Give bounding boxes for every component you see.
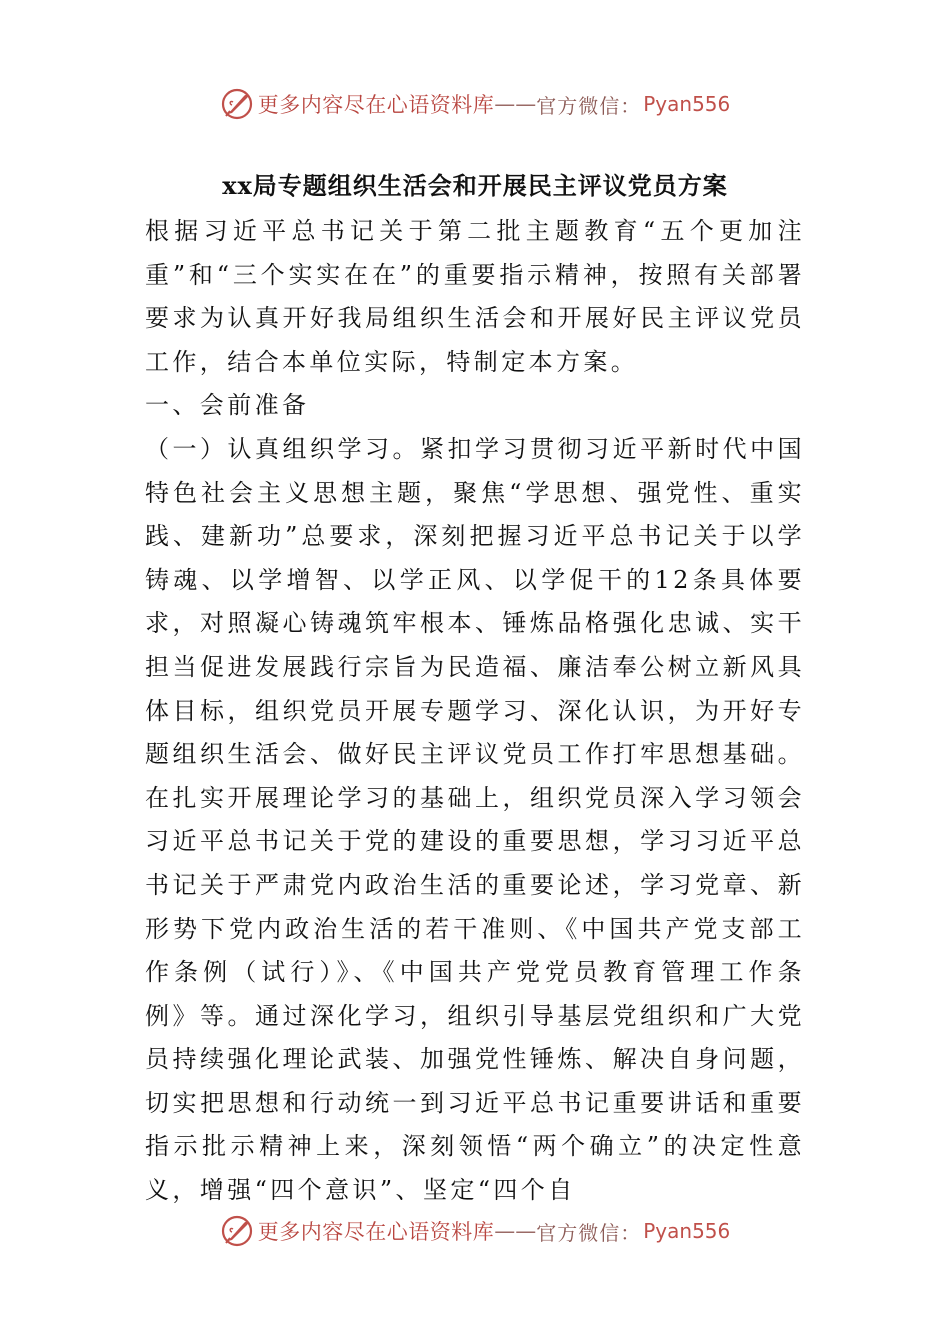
watermark-dash: —— bbox=[494, 1219, 537, 1243]
document-title: xx局专题组织生活会和开展民主评议党员方案 bbox=[222, 171, 728, 200]
document-body bbox=[145, 210, 805, 1213]
quill-logo-icon bbox=[220, 87, 254, 121]
watermark-official-label: 官方微信： bbox=[536, 93, 642, 118]
quill-logo-icon bbox=[220, 1214, 254, 1248]
section-heading: 一、会前准备 bbox=[145, 391, 310, 420]
watermark-wechat-id: Pyan556 bbox=[643, 92, 731, 116]
watermark-banner-bottom bbox=[0, 1211, 950, 1251]
intro-paragraph: 根据习近平总书记关于第二批主题教育“五个更加注重”和“三个实实在在”的重要指示精神，按照有关部署要求为认真开好我局组织生活会和开展好民主评议党员工作，结合本单位实际，特制定本方案。 bbox=[145, 217, 805, 376]
watermark-dash: —— bbox=[494, 92, 537, 116]
watermark-text: 更多内容尽在心语资料库 bbox=[257, 93, 495, 117]
watermark-text: 更多内容尽在心语资料库 bbox=[257, 1220, 495, 1244]
watermark-banner-top bbox=[0, 84, 950, 124]
body-paragraph: （一）认真组织学习。紧扣学习贯彻习近平新时代中国特色社会主义思想主题，聚焦“学思想、强党性、重实践、建新功”总要求，深刻把握习近平总书记关于以学铸魂、以学增智、以学正风、以学促干的12条具体要求，对照凝心铸魂筑牢根本、锤炼品格强化忠诚、实干担当促进发展践行宗旨为民造福、廉洁奉公树立新风具体目标，组织党员开展专题学习、深化认识，为开好专题组织生活会、做好民主评议党员工作打牢思想基础。在扎实开展理论学习的基础上，组织党员深入学习领会习近平总书记关于党的建设的重要思想，学习习近平总书记关于严肃党内政治生活的重要论述，学习党章、新形势下党内政治生活的若干准则、《中国共产党支部工作条例（试行）》、《中国共产党党员教育管理工作条例》等。通过深化学习，组织引导基层党组织和广大党员持续强化理论武装、加强党性锤炼、解决自身问题，切实把思想和行动统一到习近平总书记重要讲话和重要指示批示精神上来，深刻领悟“两个确立”的决定性意义，增强“四个意识”、坚定“四个自 bbox=[145, 434, 805, 1205]
watermark-official-label: 官方微信： bbox=[536, 1220, 642, 1245]
watermark-wechat-id: Pyan556 bbox=[643, 1219, 731, 1243]
